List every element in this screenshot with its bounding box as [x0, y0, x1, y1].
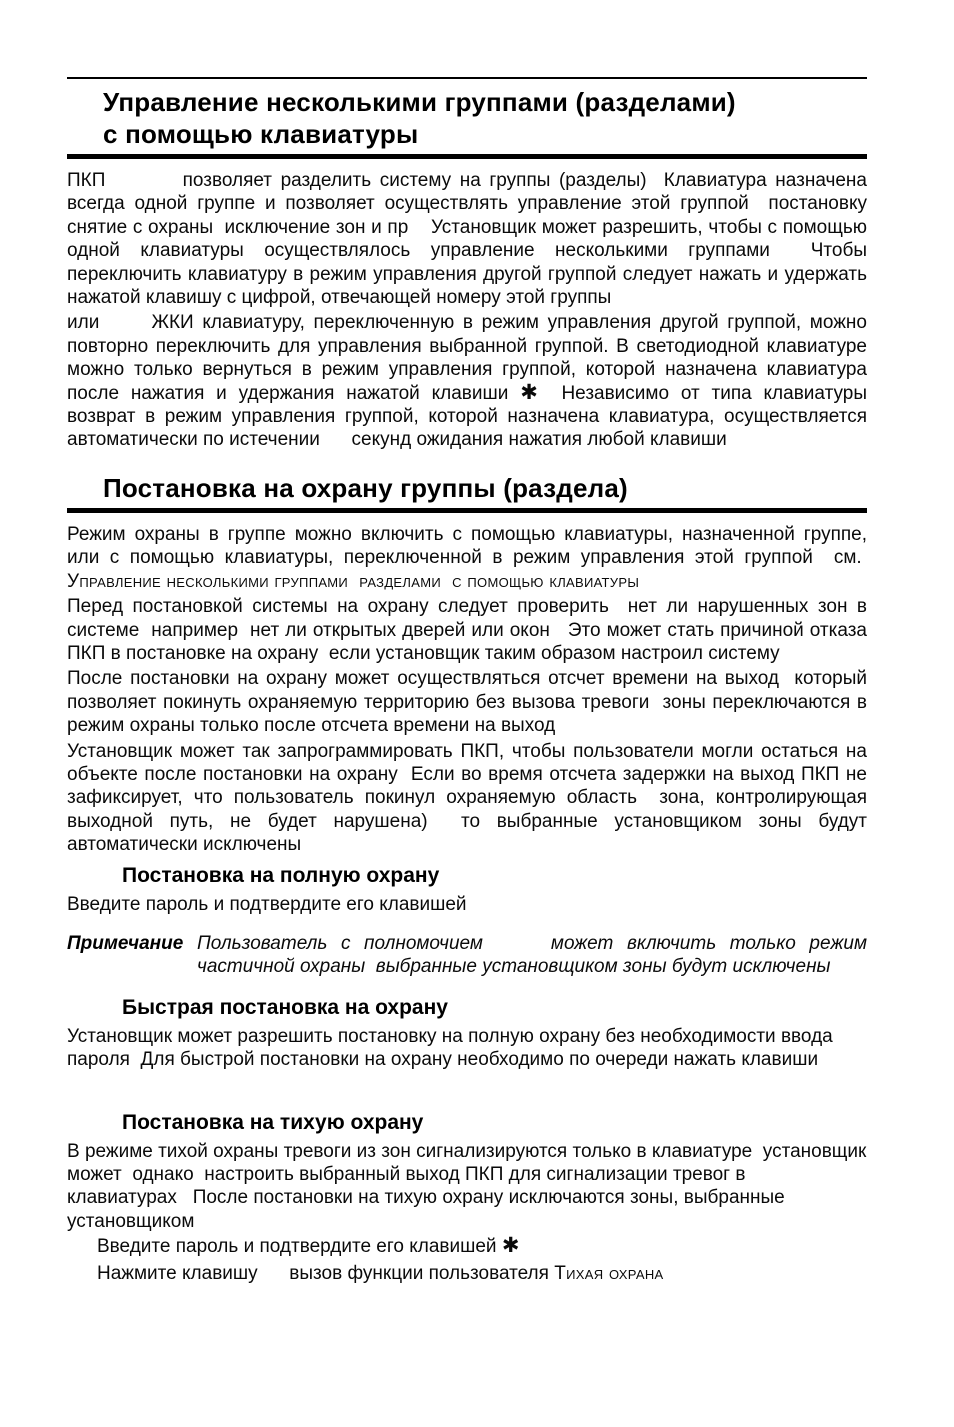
section-multi-group-control: [67, 86, 867, 452]
section-heading-line2: с помощью клавиатуры: [103, 119, 419, 149]
paragraph: [67, 1025, 867, 1072]
paragraph: [67, 523, 867, 593]
paragraph: [67, 667, 867, 737]
section-arming-group: [67, 472, 867, 1286]
heading-underline-rule: [67, 508, 867, 513]
subsection-heading: Постановка на полную охрану: [122, 863, 440, 887]
subsection-heading: Быстрая постановка на охрану: [122, 995, 448, 1019]
asterisk-key-icon: ✱: [501, 1234, 520, 1258]
subsection-full-arming: [67, 863, 867, 979]
document-page: [0, 77, 954, 1427]
paragraph-text: Перед постановкой системы на охрану следует проверить нет ли нарушенных зон в системе например нет ли открытых дверей или окон Это может стать причиной отказа ПКП в постановке на охрану если установщик таким образом настроил систему: [67, 596, 867, 664]
heading-underline-rule: [67, 154, 867, 159]
paragraph-text: Режим охраны в группе можно включить с помощью клавиатуры, назначенной группе, или с помощью клавиатуры, переключенной в режим управления этой группой см.: [67, 523, 867, 569]
paragraph: [67, 169, 867, 309]
paragraph-text: ПКП позволяет разделить систему на группы (разделы) Клавиатура назначена всегда одной группе и позволяет осуществлять управление этой группой постановку снятие с охраны исключение зон и пр Установщик может разрешить, чтобы с помощью одной клавиатуры осуществлялось управление несколькими группами Чтобы переключить клавиатуру в режим управления другой группой следует нажать и удержать нажатой клавишу с цифрой, отвечающей номеру этой группы: [67, 170, 867, 309]
step-line: [67, 1262, 867, 1287]
paragraph: [67, 311, 867, 451]
smallcaps-function-name: Тихая охрана: [554, 1262, 664, 1284]
paragraph: [67, 1140, 867, 1234]
section-heading-line1: Управление несколькими группами (разделами): [103, 87, 736, 117]
paragraph-text: Установщик может так запрограммировать ПКП, чтобы пользователи могли остаться на объекте после постановки на охрану Если во время отсчета задержки на выход ПКП не зафиксирует, что пользователь покинул охраняемую область зона, контролирующая выходной путь, не будет нарушена) то выбранные установщиком зоны будут автоматически исключены: [67, 740, 867, 856]
page-top-rule: [67, 77, 867, 79]
note-block: [67, 932, 867, 979]
paragraph-text: Введите пароль и подтвердите его клавишей: [67, 893, 467, 915]
paragraph-text: В режиме тихой охраны тревоги из зон сигнализируются только в клавиатуре установщик может однако настроить выбранный выход ПКП для сигнализации тревог в клавиатурах После постановки на тихую охрану исключаются зоны, выбранные установщиком: [67, 1140, 867, 1232]
step-text: Нажмите клавишу вызов функции пользователя: [97, 1262, 555, 1284]
smallcaps-cross-reference: Управление несколькими группами разделами с помощью клавиатуры: [67, 570, 640, 592]
subsection-silent-arming: [67, 1110, 867, 1287]
paragraph-text: Установщик может разрешить постановку на полную охрану без необходимости ввода пароля Для быстрой постановки на охрану необходимо по очереди нажать клавиши: [67, 1025, 833, 1071]
paragraph-text: или ЖКИ клавиатуру, переключенную в режим управления другой группой, можно повторно переключить для управления выбранной группой. В светодиодной клавиатуре можно только вернуться в режим управления группой, которой назначена клавиатура после нажатия и удержания нажатой клавиши: [67, 312, 867, 404]
paragraph-text: После постановки на охрану может осуществляться отсчет времени на выход который позволяет покинуть охраняемую территорию без вызова тревоги зоны переключаются в режим охраны только после отсчета времени на выход: [67, 668, 867, 737]
section-heading-line1: Постановка на охрану группы (раздела): [103, 472, 628, 503]
step-text: Введите пароль и подтвердите его клавишей: [97, 1236, 502, 1258]
note-label: Примечание: [67, 932, 184, 954]
paragraph-text: Независимо от типа клавиатуры возврат в режим управления группой, которой назначена клавиатура, осуществляется автоматически по истечении секунд ожидания нажатия любой клавиши: [67, 382, 867, 451]
step-line: [67, 1235, 867, 1260]
paragraph: [67, 893, 867, 916]
subsection-heading: Постановка на тихую охрану: [122, 1110, 424, 1134]
section-heading: [67, 472, 867, 504]
subsection-quick-arming: [67, 995, 867, 1072]
asterisk-key-icon: ✱: [520, 380, 538, 404]
paragraph: [67, 740, 867, 857]
note-text: Пользователь с полномочием может включить только режим частичной охраны выбранные установщиком зоны будут исключены: [197, 932, 867, 978]
paragraph: [67, 595, 867, 665]
section-heading: [67, 86, 867, 150]
